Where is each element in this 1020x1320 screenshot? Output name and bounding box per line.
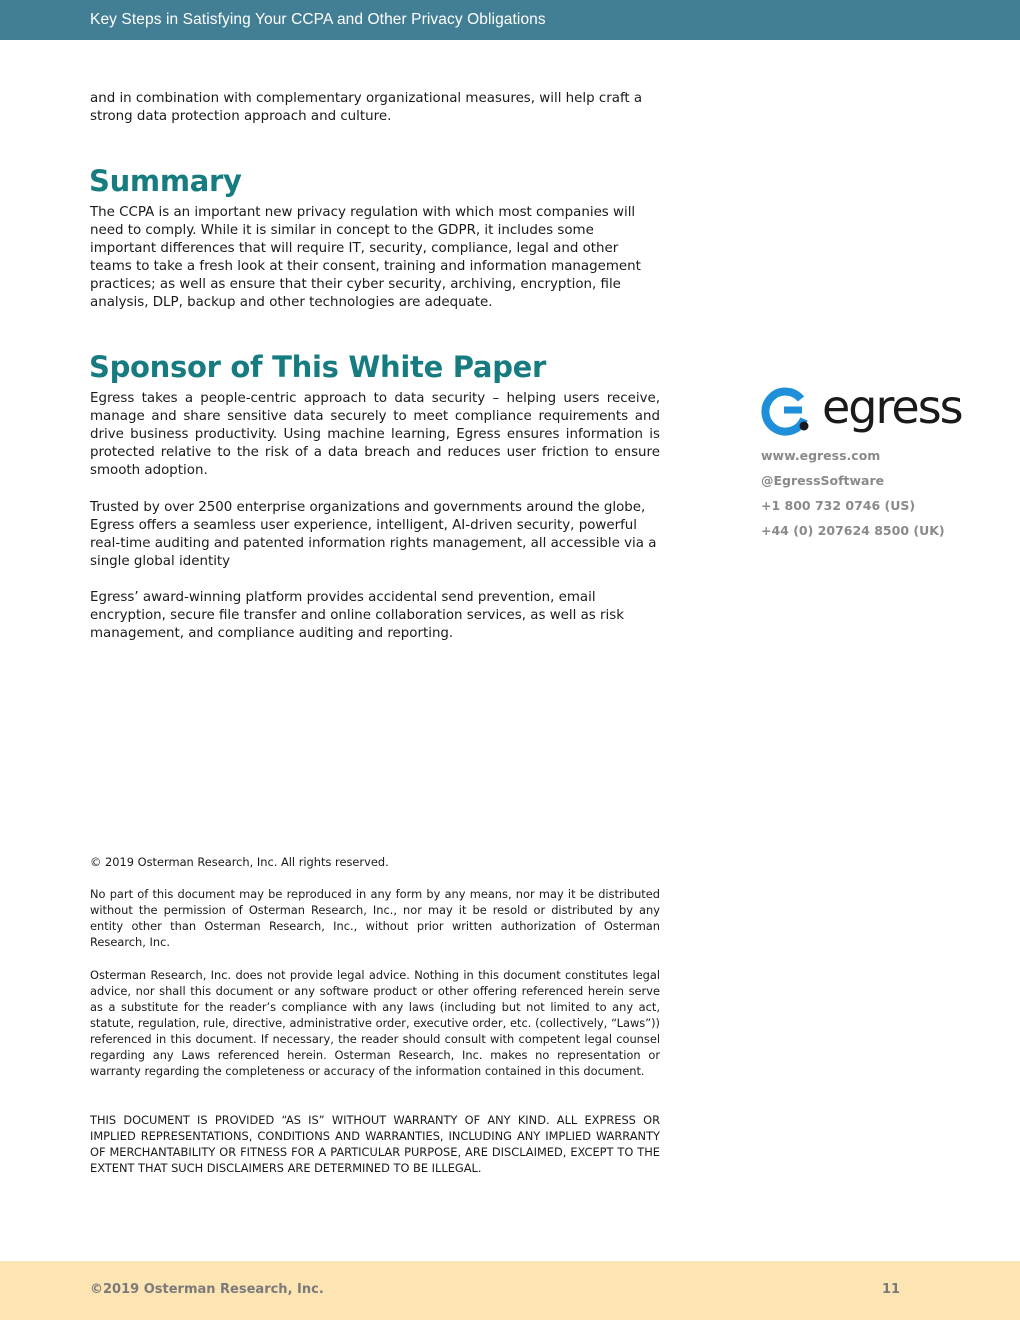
legal-advice: Osterman Research, Inc. does not provide legal advice. Nothing in this document constitutes legal advice, nor shall this document or any software product or other offering referenced herein serve as a substitute for the reader’s compliance with any laws (including but not limited to any act, statute, regulation, rule, directive, administrative order, executive order, etc. (collectively, “Laws”)) referenced in this document. If necessary, the reader should consult with competent legal counsel regarding any Laws referenced herein. Osterman Research, Inc. makes no representation or warranty regarding the completeness or accuracy of the information contained in this document.	[90, 968, 660, 1078]
legal-copyright: © 2019 Osterman Research, Inc. All rights reserved.	[90, 855, 389, 869]
egress-logo-wordmark: egress	[822, 380, 962, 434]
sponsor-paragraph-3: Egress’ award-winning platform provides accidental send prevention, email encryption, secure file transfer and online collaboration services, as well as risk management, and compliance auditing and reporting.	[90, 590, 624, 642]
twitter-handle[interactable]: @EgressSoftware	[761, 473, 885, 488]
summary-heading: Summary	[89, 164, 242, 198]
egress-logo	[760, 380, 970, 442]
website-link[interactable]: www.egress.com	[761, 448, 881, 463]
page-number: 11	[882, 1282, 901, 1297]
phone-us: +1 800 732 0746 (US)	[761, 498, 916, 513]
legal-disclaimer: THIS DOCUMENT IS PROVIDED “AS IS” WITHOUT WARRANTY OF ANY KIND. ALL EXPRESS OR IMPLIED REPRESENTATIONS, CONDITIONS AND WARRANTIES, INCLUDING ANY IMPLIED WARRANTY OF MERCHANTABILITY OR FITNESS FOR A PARTICULAR PURPOSE, ARE DISCLAIMED, EXCEPT TO THE EXTENT THAT SUCH DISCLAIMERS ARE DETERMINED TO BE ILLEGAL.	[90, 1113, 660, 1175]
egress-logo-mark-icon	[760, 386, 816, 436]
sponsor-paragraph-1: Egress takes a people-centric approach to data security – helping users receive, manage and share sensitive data securely to meet compliance requirements and drive business productivity. Using machine learning, Egress ensures information is protected relative to the risk of a data breach and reduces user friction to ensure smooth adoption.	[90, 391, 660, 479]
sponsor-paragraph-2: Trusted by over 2500 enterprise organizations and governments around the globe, Egress offers a seamless user experience, intelligent, AI-driven security, powerful real-time auditing and patented information rights management, all accessible via a single global identity	[90, 500, 657, 570]
phone-uk: +44 (0) 207624 8500 (UK)	[761, 523, 945, 538]
legal-reproduction: No part of this document may be reproduced in any form by any means, nor may it be distributed without the permission of Osterman Research, Inc., nor may it be resold or distributed by any entity other than Osterman Research, Inc., without prior written authorization of Osterman Research, Inc.	[90, 887, 660, 949]
page-header	[0, 0, 1020, 40]
intro-paragraph: and in combination with complementary organizational measures, will help craft a strong data protection approach and culture.	[90, 91, 643, 125]
footer-copyright: ©2019 Osterman Research, Inc.	[90, 1282, 324, 1297]
header-title: Key Steps in Satisfying Your CCPA and Other Privacy Obligations	[90, 11, 546, 28]
sponsor-heading: Sponsor of This White Paper	[89, 350, 547, 384]
page-footer	[0, 1261, 1020, 1320]
summary-paragraph: The CCPA is an important new privacy regulation with which most companies will need to comply. While it is similar in concept to the GDPR, it includes some important differences that will require IT, security, compliance, legal and other teams to take a fresh look at their consent, training and information management practices; as well as ensure that their cyber security, archiving, encryption, file analysis, DLP, backup and other technologies are adequate.	[90, 205, 641, 311]
